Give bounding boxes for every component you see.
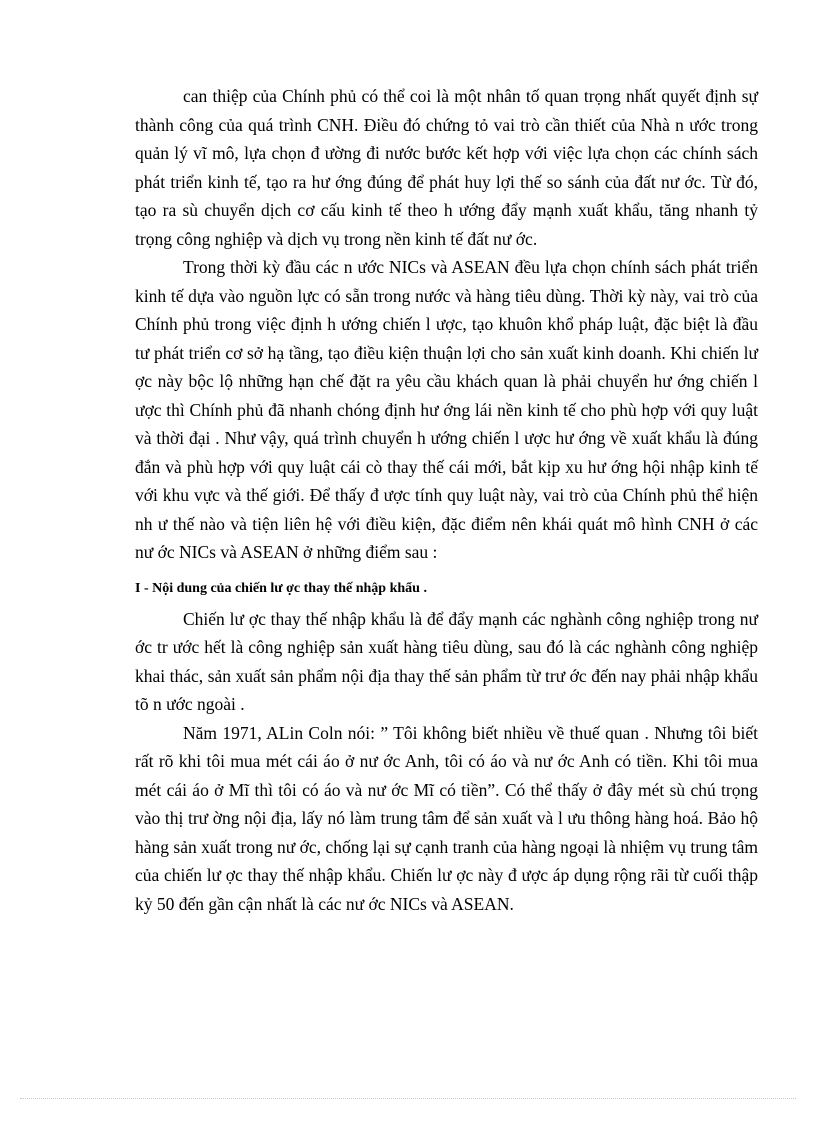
section-heading: I - Nội dung của chiến lư ợc thay thế nhập khẩu . [135,580,427,596]
paragraph-2: Trong thời kỳ đầu các n ước NICs và ASEAN đều lựa chọn chính sách phát triển kinh tế dựa vào nguồn lực có sẵn trong nước và hàng tiêu dùng. Thời kỳ này, vai trò của Chính phủ trong việc định h ướng chiến l ược, tạo khuôn khổ pháp luật, đặc biệt là đầu tư phát triển cơ sở hạ tầng, tạo điều kiện thuận lợi cho sản xuất kinh doanh. Khi chiến lư ợc này bộc lộ những hạn chế đặt ra yêu cầu khách quan là phải chuyển hư ớng chiến l ược thì Chính phủ đã nhanh chóng định hư ớng lái nền kinh tế cho phù hợp với quy luật và thời đại . Như vậy, quá trình chuyển h ướng chiến l ược hư ớng về xuất khẩu là đúng đắn và phù hợp với quy luật cái cò thay thế cái mới, bắt kịp xu hư ớng hội nhập kinh tế với khu vực và thế giới. Để thấy đ ược tính quy luật này, vai trò của Chính phủ thể hiện nh ư thế nào và tiện liên hệ với điều kiện, đặc điểm nên khái quát mô hình CNH ở các nư ớc NICs và ASEAN ở những điểm sau : [135,257,758,562]
page-bottom-divider [20,1098,796,1099]
paragraph-3: Chiến lư ợc thay thế nhập khẩu là để đẩy mạnh các nghành công nghiệp trong nư ớc tr ước hết là công nghiệp sản xuất hàng tiêu dùng, sau đó là các nghành công nghiệp khai thác, sản xuất sản phẩm nội địa thay thế sản phẩm từ trư ớc đến nay phải nhập khẩu tõ n ước ngoài . [135,608,758,714]
document-body [135,82,758,918]
paragraph-1: can thiệp của Chính phủ có thể coi là một nhân tố quan trọng nhất quyết định sự thành công của quá trình CNH. Điều đó chứng tỏ vai trò cần thiết của Nhà n ước trong quản lý vĩ mô, lựa chọn đ ường đi nước bước kết hợp với việc lựa chọn các chính sách phát triển kinh tế, tạo ra hư ớng đúng để phát huy lợi thế so sánh của đất nư ớc. Từ đó, tạo ra sù chuyển dịch cơ cấu kinh tế theo h ướng đẩy mạnh xuất khẩu, tăng nhanh tỷ trọng công nghiệp và dịch vụ trong nền kinh tế đất nư ớc. [135,86,758,249]
paragraph-4: Năm 1971, ALin Coln nói: ” Tôi không biết nhiều về thuế quan . Nhưng tôi biết rất rõ khi tôi mua mét cái áo ở nư ớc Anh, tôi có áo và nư ớc Anh có tiền. Khi tôi mua mét cái áo ở Mĩ thì tôi có áo và nư ớc Mĩ có tiền”. Có thể thấy ở đây mét sù chú trọng vào thị trư ờng nội địa, lấy nó làm trung tâm để sản xuất và l ưu thông hàng hoá. Bảo hộ hàng sản xuất trong nư ớc, chống lại sự cạnh tranh của hàng ngoại là nhiệm vụ trung tâm của chiến lư ợc thay thế nhập khẩu. Chiến lư ợc này đ ược áp dụng rộng rãi từ cuối thập kỷ 50 đến gần cận nhất là các nư ớc NICs và ASEAN. [135,722,758,914]
